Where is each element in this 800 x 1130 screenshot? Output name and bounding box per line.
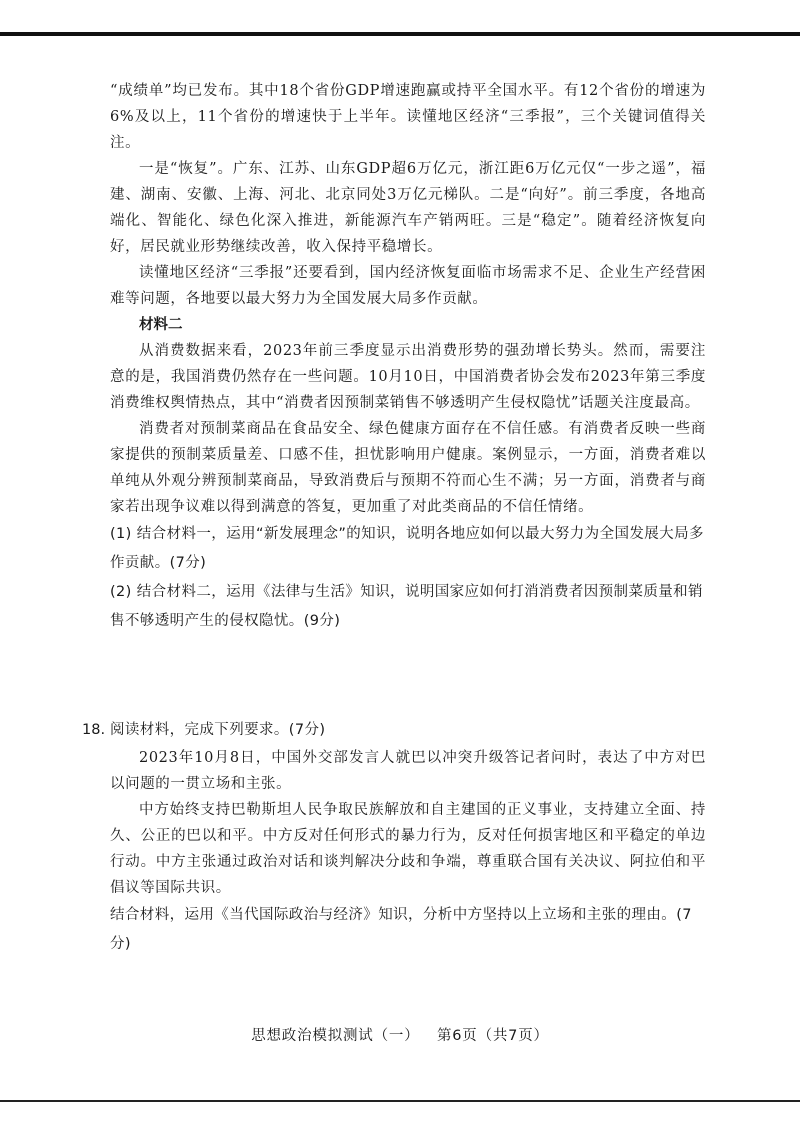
material1-paragraph-1: “成绩单”均已发布。其中18个省份GDP增速跑赢或持平全国水平。有12个省份的增速为6%及以上，11个省份的增速快于上半年。读懂地区经济“三季报”，三个关键词值得关注。: [110, 83, 706, 151]
question-18-task: 结合材料，运用《当代国际政治与经济》知识，分析中方坚持以上立场和主张的理由。(7分): [110, 907, 692, 952]
material2-paragraph-2: 消费者对预制菜商品在食品安全、绿色健康方面存在不信任感。有消费者反映一些商家提供的预制菜质量差、口感不佳，担忧影响用户健康。案例显示，一方面，消费者难以单纯从外观分辨预制菜商品，导致消费后与预期不符而心生不满；另一方面，消费者与商家若出现争议难以得到满意的答复，更加重了对此类商品的不信任情绪。: [110, 421, 706, 515]
question-18: [82, 716, 706, 959]
question-18-paragraph-1: 2023年10月8日，中国外交部发言人就巴以冲突升级答记者问时，表达了中方对巴以问题的一贯立场和主张。: [110, 750, 706, 792]
bottom-border-line: [0, 1100, 800, 1102]
material1-paragraph-3: 读懂地区经济“三季报”还要看到，国内经济恢复面临市场需求不足、企业生产经营困难等问题，各地要以最大努力为全国发展大局多作贡献。: [110, 265, 706, 307]
material1-paragraph-2: 一是“恢复”。广东、江苏、山东GDP超6万亿元，浙江距6万亿元仅“一步之遥”，福建、湖南、安徽、上海、河北、北京同处3万亿元梯队。二是“向好”。前三季度，各地高端化、智能化、绿色化深入推进，新能源汽车产销两旺。三是“稳定”。随着经济恢复向好，居民就业形势继续改善，收入保持平稳增长。: [110, 161, 706, 255]
question-17-part-1: (1) 结合材料一，运用“新发展理念”的知识，说明各地应如何以最大努力为全国发展大局多作贡献。(7分): [110, 526, 704, 571]
page-footer: [0, 1024, 800, 1045]
top-border-line: [0, 32, 800, 36]
footer-page-number: 第6页（共7页）: [436, 1028, 549, 1044]
material2-heading: 材料二: [139, 317, 183, 333]
material-section: [110, 78, 706, 636]
question-17-part-2: (2) 结合材料二，运用《法律与生活》知识，说明国家应如何打消消费者因预制菜质量和销售不够透明产生的侵权隐忧。(9分): [110, 584, 703, 629]
question-18-paragraph-2: 中方始终支持巴勒斯坦人民争取民族解放和自主建国的正义事业，支持建立全面、持久、公正的巴以和平。中方反对任何形式的暴力行为，反对任何损害地区和平稳定的单边行动。中方主张通过政治对话和谈判解决分歧和争端，尊重联合国有关决议、阿拉伯和平倡议等国际共识。: [110, 802, 706, 896]
material2-paragraph-1: 从消费数据来看，2023年前三季度显示出消费形势的强劲增长势头。然而，需要注意的是，我国消费仍然存在一些问题。10月10日，中国消费者协会发布2023年第三季度消费维权舆情热点，其中“消费者因预制菜销售不够透明产生侵权隐忧”话题关注度最高。: [110, 343, 706, 411]
footer-exam-title: 思想政治模拟测试（一）: [251, 1028, 420, 1044]
question-18-number: 18.: [82, 722, 106, 738]
question-18-prompt: 阅读材料，完成下列要求。(7分): [110, 722, 326, 738]
